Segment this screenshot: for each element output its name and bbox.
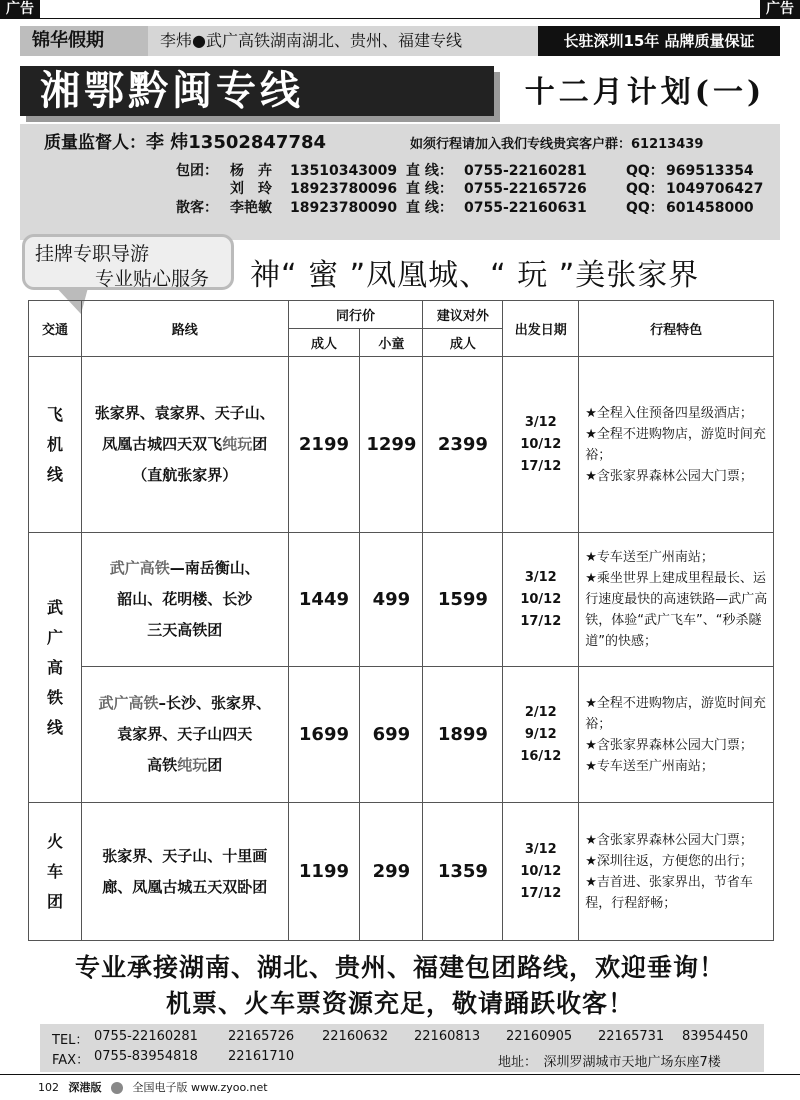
brand-description: 李炜●武广高铁湖南湖北、贵州、福建专线 [160, 31, 462, 50]
departure-dates [503, 803, 579, 941]
page-footer [38, 1079, 274, 1095]
supervisor-label: 质量监督人： [44, 133, 146, 153]
feature-item: ★深圳往返，方便您的出行； [585, 853, 753, 869]
contact-line: 0755-22160281 [464, 163, 587, 179]
route-text: 凤凰古城四天双飞 [102, 435, 223, 453]
route-text: 袁家界、天子山四天 [117, 725, 253, 743]
departure-date: 9/12 [524, 726, 557, 742]
table-row [29, 667, 774, 803]
contact-name: 李艳敏 [230, 200, 272, 216]
transport-cell [29, 803, 82, 941]
feature-item: ★全程不进购物店，游览时间充裕； [585, 695, 766, 732]
route-line [82, 398, 288, 429]
header-peer-price: 同行价 [288, 301, 423, 329]
address: 地址： 深圳罗湖城市天地广场东座7楼 [498, 1055, 721, 1070]
qq-label: QQ： [626, 181, 664, 197]
route-text: （直航张家界） [132, 466, 238, 484]
route-text: 廊、凤凰古城五天双卧团 [102, 877, 268, 896]
tel-number: 22160905 [506, 1029, 573, 1044]
ad-label-right: 广告 [760, 0, 800, 19]
departure-date: 3/12 [524, 414, 557, 430]
routes-table [28, 300, 774, 941]
speech-bubble [22, 234, 234, 290]
contact-role: 散客： [176, 200, 218, 216]
route-text: 团 [252, 435, 268, 453]
header-features: 行程特色 [579, 301, 774, 357]
child-price: 699 [360, 667, 423, 803]
departure-date: 17/12 [520, 613, 562, 629]
suggested-price: 1359 [423, 803, 503, 941]
header-adult: 成人 [288, 329, 360, 357]
route-text: —南岳衡山、 [169, 559, 260, 577]
contact-qq: 601458000 [666, 200, 754, 216]
contact-mobile: 13510343009 [290, 163, 398, 179]
features-cell [579, 667, 774, 803]
feature-item: ★全程不进购物店，游览时间充裕； [585, 426, 766, 463]
features-cell [579, 803, 774, 941]
headline: 神“ 蜜 ”凤凰城、“ 玩 ”美张家界 [250, 258, 700, 293]
route-cell [81, 357, 288, 533]
route-text: 纯玩 [177, 756, 208, 774]
features-cell [579, 357, 774, 533]
feature-item: ★专车送至广州南站； [585, 550, 714, 565]
qq-label: QQ： [626, 163, 664, 179]
adult-price: 1449 [288, 533, 360, 667]
route-line [82, 460, 288, 491]
bottom-rule [0, 1074, 800, 1075]
contact-line: 0755-22165726 [464, 181, 587, 197]
bubble-line-1: 挂牌专职导游 [35, 243, 150, 265]
tel-label: TEL： [52, 1033, 89, 1048]
header-route: 路线 [81, 301, 288, 357]
route-cell [81, 667, 288, 803]
e-edition-label: 全国电子版 www.zyoo.net [132, 1081, 268, 1094]
route-line [82, 841, 288, 872]
tel-number: 22160632 [322, 1029, 389, 1044]
edition-seal-icon [111, 1082, 123, 1094]
contact-mobile: 18923780096 [290, 181, 398, 197]
route-text: 团 [207, 756, 223, 774]
departure-date: 16/12 [520, 748, 562, 764]
suggested-price: 1899 [423, 667, 503, 803]
transport-char: 铁 [46, 687, 63, 707]
header-departure: 出发日期 [503, 301, 579, 357]
plan-title: 十二月计划(一) [524, 75, 766, 110]
suggested-price: 2399 [423, 357, 503, 533]
adult-price: 2199 [288, 357, 360, 533]
departure-date: 10/12 [520, 863, 562, 879]
departure-date: 10/12 [520, 436, 562, 452]
route-text: 高铁 [147, 756, 178, 774]
adult-price: 1699 [288, 667, 360, 803]
feature-item: ★专车送至广州南站； [585, 758, 714, 774]
route-text: 韶山、花明楼、长沙 [117, 590, 253, 608]
brand-slogan: 长驻深圳15年 品牌质量保证 [538, 26, 780, 56]
route-text: 纯玩 [222, 435, 253, 453]
top-rule [0, 18, 800, 19]
header-suggested-price: 建议对外 [423, 301, 503, 329]
tel-number: 83954450 [682, 1029, 749, 1044]
adult-price: 1199 [288, 803, 360, 941]
supervisor-name: 李 炜13502847784 [146, 132, 327, 153]
contact-qq: 969513354 [666, 163, 754, 179]
feature-item: ★乘坐世界上建成里程最长、运行速度最快的高速铁路—武广高铁，体验“武广飞车”、“秒杀隧道”的快感； [585, 571, 768, 649]
route-text: 张家界、袁家界、天子山、 [94, 404, 275, 422]
transport-cell [29, 533, 82, 803]
contact-mobile: 18923780090 [290, 200, 398, 216]
brand-bar [20, 26, 780, 56]
contact-name: 刘 玲 [230, 181, 272, 197]
feature-item: ★含张家界森林公园大门票； [585, 468, 753, 484]
vip-group-text: 如须行程请加入我们专线贵宾客户群：61213439 [410, 137, 704, 152]
departure-date: 17/12 [520, 885, 562, 901]
departure-date: 3/12 [524, 569, 557, 585]
supervisor [44, 128, 326, 154]
fax-label: FAX： [52, 1053, 90, 1068]
fax-number: 22161710 [228, 1049, 295, 1064]
route-cell [81, 803, 288, 941]
contact-role: 包团： [176, 163, 218, 179]
route-text: 武广高铁 [109, 559, 170, 577]
route-cell [81, 533, 288, 667]
transport-char: 线 [46, 464, 63, 484]
route-line [82, 615, 288, 646]
footer-contact-box [40, 1024, 764, 1072]
route-line [82, 719, 288, 750]
table-row [29, 533, 774, 667]
departure-dates [503, 357, 579, 533]
route-line [82, 553, 288, 584]
ad-label-left: 广告 [0, 0, 40, 19]
transport-char: 线 [46, 717, 63, 737]
qq-label: QQ： [626, 200, 664, 216]
contact-qq: 1049706427 [666, 181, 764, 197]
route-text: 武广高铁 [98, 694, 159, 712]
table-row [29, 803, 774, 941]
contact-box [20, 124, 780, 240]
route-line [82, 429, 288, 460]
departure-date: 3/12 [524, 841, 557, 857]
slogan-line-1: 专业承接湖南、湖北、贵州、福建包团路线，欢迎垂询！ [74, 953, 725, 982]
contact-name: 杨 卉 [230, 163, 272, 179]
bubble-line-2: 专业贴心服务 [95, 268, 210, 290]
transport-char: 飞 [46, 404, 63, 424]
line-label: 直 线： [406, 163, 453, 179]
line-label: 直 线： [406, 200, 453, 216]
header-transport: 交通 [29, 301, 82, 357]
tel-number: 22165726 [228, 1029, 295, 1044]
fax-number: 0755-83954818 [94, 1049, 198, 1064]
tel-number: 0755-22160281 [94, 1029, 198, 1044]
transport-char: 火 [46, 831, 63, 851]
line-label: 直 线： [406, 181, 453, 197]
departure-date: 10/12 [520, 591, 562, 607]
route-text: 三天高铁团 [147, 621, 223, 639]
child-price: 1299 [360, 357, 423, 533]
banner-title: 湘鄂黔闽专线 [20, 66, 494, 116]
transport-char: 高 [46, 657, 63, 677]
contact-line: 0755-22160631 [464, 200, 587, 216]
child-price: 299 [360, 803, 423, 941]
tel-number: 22160813 [414, 1029, 481, 1044]
feature-item: ★全程入住预备四星级酒店； [585, 405, 753, 421]
route-line [82, 584, 288, 615]
departure-dates [503, 533, 579, 667]
header-adult-suggested: 成人 [423, 329, 503, 357]
transport-cell [29, 357, 82, 533]
tel-number: 22165731 [598, 1029, 665, 1044]
feature-item: ★含张家界森林公园大门票； [585, 737, 753, 753]
child-price: 499 [360, 533, 423, 667]
slogan-line-2: 机票、火车票资源充足，敬请踊跃收客！ [165, 989, 634, 1018]
page-number: 102 [38, 1081, 59, 1094]
edition-label: 深港版 [68, 1081, 102, 1094]
features-cell [579, 533, 774, 667]
table-row [29, 357, 774, 533]
header-child: 小童 [360, 329, 423, 357]
transport-char: 车 [46, 861, 63, 881]
route-text: –长沙、张家界、 [158, 694, 271, 712]
transport-char: 广 [46, 627, 63, 647]
departure-date: 2/12 [524, 704, 557, 720]
transport-char: 武 [46, 597, 63, 617]
route-line [82, 872, 288, 903]
route-text: 张家界、天子山、十里画 [102, 846, 268, 865]
suggested-price: 1599 [423, 533, 503, 667]
departure-dates [503, 667, 579, 803]
departure-date: 17/12 [520, 458, 562, 474]
feature-item: ★含张家界森林公园大门票； [585, 832, 753, 848]
brand-name: 锦华假期 [20, 26, 148, 56]
route-line [82, 688, 288, 719]
feature-item: ★吉首进、张家界出，节省车程，行程舒畅； [585, 874, 753, 911]
transport-char: 团 [46, 891, 63, 911]
route-line [82, 750, 288, 781]
transport-char: 机 [46, 434, 63, 454]
